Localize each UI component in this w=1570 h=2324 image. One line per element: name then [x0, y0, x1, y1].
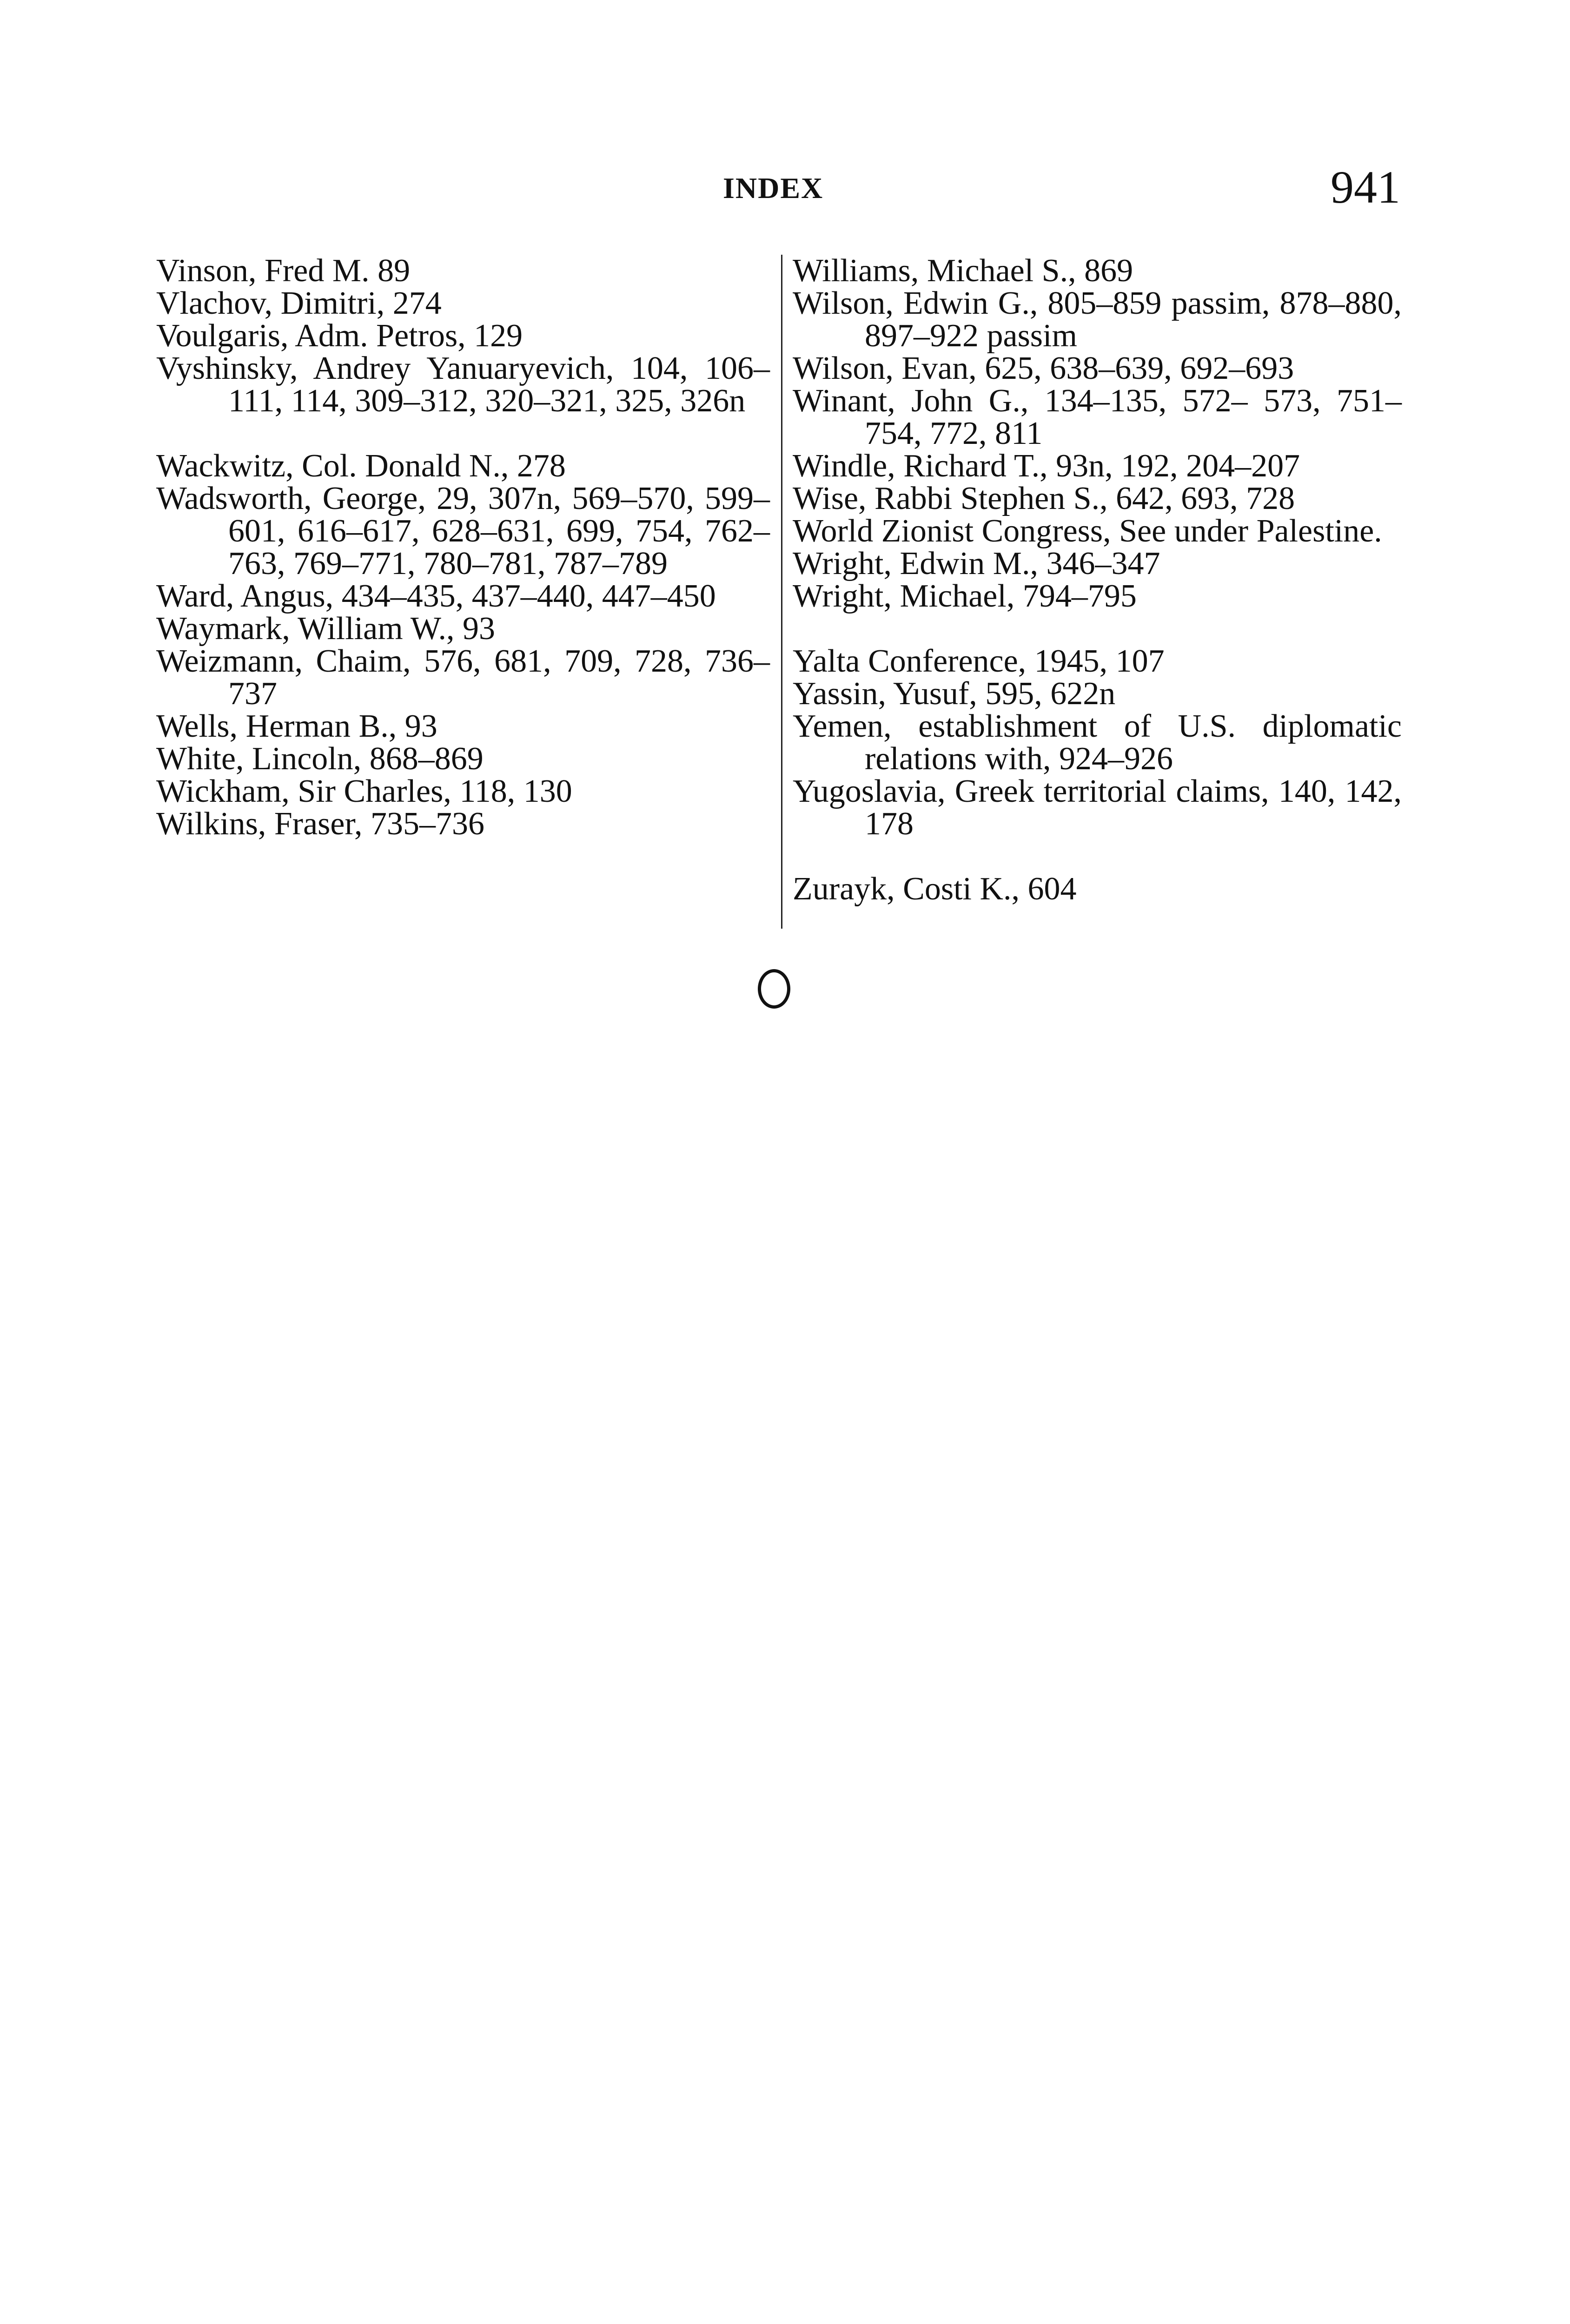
index-entry: Wadsworth, George, 29, 307n, 569–570, 599–601, 616–617, 628–631, 699, 754, 762–763, 769–771, 780–781, 787–789 — [156, 481, 770, 581]
index-entry: Zurayk, Costi K., 604 — [793, 871, 1077, 907]
index-entry: Yugoslavia, Greek territorial claims, 140, 142, 178 — [793, 773, 1402, 842]
index-entry: Wickham, Sir Charles, 118, 130 — [156, 773, 572, 809]
index-entry: Williams, Michael S., 869 — [793, 253, 1133, 289]
index-entry: White, Lincoln, 868–869 — [156, 741, 484, 777]
index-entry: Vinson, Fred M. 89 — [156, 253, 411, 289]
index-entry: Weizmann, Chaim, 576, 681, 709, 728, 736–737 — [156, 643, 770, 712]
index-entry: Ward, Angus, 434–435, 437–440, 447–450 — [156, 578, 716, 614]
index-entry: Wright, Edwin M., 346–347 — [793, 546, 1160, 581]
index-entry: Voulgaris, Adm. Petros, 129 — [156, 318, 523, 354]
index-entry: Wilson, Evan, 625, 638–639, 692–693 — [793, 350, 1294, 386]
end-mark-circle — [758, 969, 790, 1009]
index-entry: Wilson, Edwin G., 805–859 passim, 878–880, 897–922 passim — [793, 285, 1402, 354]
index-entry: Wilkins, Fraser, 735–736 — [156, 806, 484, 842]
index-entry: Winant, John G., 134–135, 572– 573, 751–754, 772, 811 — [793, 383, 1402, 451]
index-entry: World Zionist Congress, See under Palestine. — [793, 513, 1382, 549]
index-entry: Windle, Richard T., 93n, 192, 204–207 — [793, 448, 1300, 484]
index-entry: Yalta Conference, 1945, 107 — [793, 643, 1165, 679]
index-entry: Vlachov, Dimitri, 274 — [156, 285, 442, 321]
index-entry: Vyshinsky, Andrey Yanuaryevich, 104, 106–111, 114, 309–312, 320–321, 325, 326n — [156, 350, 770, 419]
column-divider — [781, 255, 782, 929]
index-column-right — [793, 255, 1402, 905]
index-entry: Waymark, William W., 93 — [156, 611, 496, 647]
page-number: 941 — [1331, 161, 1400, 213]
index-entry: Yassin, Yusuf, 595, 622n — [793, 676, 1116, 712]
index-column-left — [156, 255, 770, 840]
index-entry: Wackwitz, Col. Donald N., 278 — [156, 448, 566, 484]
index-entry: Yemen, establishment of U.S. diplomatic relations with, 924–926 — [793, 708, 1402, 777]
index-entry: Wright, Michael, 794–795 — [793, 578, 1137, 614]
index-entry: Wells, Herman B., 93 — [156, 708, 437, 744]
running-title: INDEX — [723, 172, 824, 205]
index-entry: Wise, Rabbi Stephen S., 642, 693, 728 — [793, 481, 1295, 516]
